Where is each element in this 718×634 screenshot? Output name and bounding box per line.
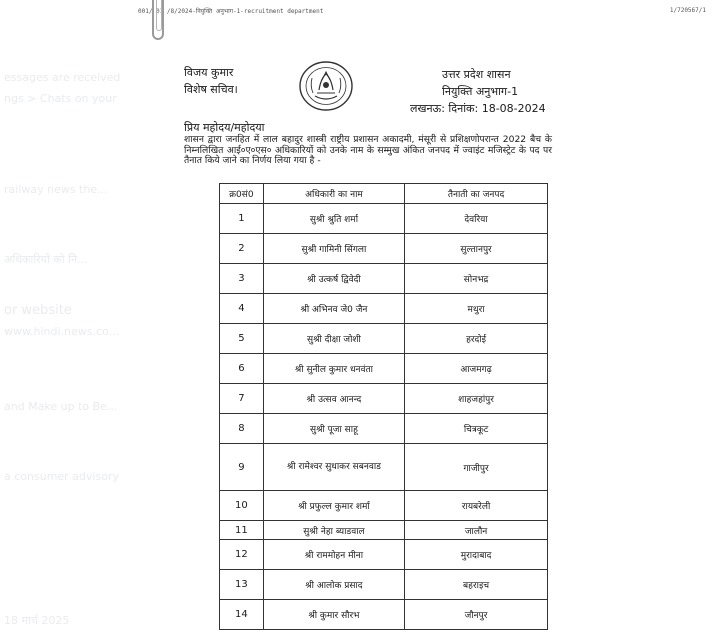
district-cell: आजमगढ़ (405, 354, 548, 384)
serial-cell: 7 (220, 384, 264, 414)
district-cell: बहराइच (405, 570, 548, 600)
serial-cell: 1 (220, 204, 264, 234)
ghost-text: अधिकारियों को नि... (4, 253, 88, 266)
up-government-emblem-icon (297, 60, 355, 112)
ghost-text: 18 मार्च 2025 (4, 614, 70, 627)
header-district: तैनाती का जनपद (405, 184, 548, 204)
serial-cell: 5 (220, 324, 264, 354)
serial-cell: 8 (220, 414, 264, 444)
ghost-text: www.hindi.news.co... (4, 325, 120, 338)
table-row (220, 491, 548, 521)
government-name: उत्तर प्रदेश शासन (442, 68, 511, 81)
table-row (220, 354, 548, 384)
district-cell: हरदोई (405, 324, 548, 354)
paper-clip-icon (152, 0, 164, 40)
officer-name-cell: सुश्री श्रुति शर्मा (263, 204, 404, 234)
serial-cell: 14 (220, 600, 264, 630)
serial-cell: 2 (220, 234, 264, 264)
officer-name-cell: श्री राममोहन मीना (263, 540, 404, 570)
district-cell: जौनपुर (405, 600, 548, 630)
district-cell: जालौन (405, 521, 548, 540)
computer-number: 1/720567/1 (669, 7, 706, 14)
district-cell: सुल्तानपुर (405, 234, 548, 264)
table-row (220, 324, 548, 354)
sender-name: विजय कुमार (184, 66, 234, 79)
header-serial: क्र0सं0 (220, 184, 264, 204)
serial-cell: 10 (220, 491, 264, 521)
letter-date: लखनऊ: दिनांक: 18-08-2024 (410, 102, 546, 115)
ghost-text: and Make up to Be... (4, 400, 118, 413)
officer-name-cell: श्री अभिनव जे0 जैन (263, 294, 404, 324)
officer-name-cell: सुश्री नेहा ब्याडवाल (263, 521, 404, 540)
serial-cell: 3 (220, 264, 264, 294)
officer-posting-table (219, 183, 548, 630)
district-cell: मथुरा (405, 294, 548, 324)
officer-name-cell: सुश्री गामिनी सिंगला (263, 234, 404, 264)
document-header-strip (0, 0, 718, 20)
sender-block (184, 64, 238, 98)
table-row (220, 384, 548, 414)
officer-name-cell: श्री उत्कर्ष द्विवेदी (263, 264, 404, 294)
file-reference-number: 001/ 01 /8/2024-नियुक्ति अनुभाग-1-recruitment department (138, 8, 324, 15)
officer-name-cell: सुश्री दीक्षा जोशी (263, 324, 404, 354)
serial-cell: 4 (220, 294, 264, 324)
ghost-text: a consumer advisory (4, 470, 119, 483)
serial-cell: 9 (220, 444, 264, 491)
table-row (220, 294, 548, 324)
officer-name-cell: श्री रामेश्वर सुधाकर सबनवाड (263, 444, 404, 491)
serial-cell: 11 (220, 521, 264, 540)
ghost-text: essages are received (4, 71, 121, 84)
officer-name-cell: श्री सुनील कुमार धनवंता (263, 354, 404, 384)
table-row (220, 540, 548, 570)
district-cell: शाहजहांपुर (405, 384, 548, 414)
sender-designation: विशेष सचिव। (184, 83, 238, 96)
officer-name-cell: श्री उत्सव आनन्द (263, 384, 404, 414)
district-cell: रायबरेली (405, 491, 548, 521)
district-cell: चित्रकूट (405, 414, 548, 444)
officer-name-cell: श्री आलोक प्रसाद (263, 570, 404, 600)
officer-name-cell: सुश्री पूजा साहू (263, 414, 404, 444)
officer-name-cell: श्री कुमार सौरभ (263, 600, 404, 630)
recipient-header (410, 66, 546, 117)
district-cell: सोनभद्र (405, 264, 548, 294)
table-row (220, 570, 548, 600)
serial-cell: 6 (220, 354, 264, 384)
table-row (220, 600, 548, 630)
table-row (220, 234, 548, 264)
district-cell: मुरादाबाद (405, 540, 548, 570)
table-row (220, 414, 548, 444)
district-cell: गाजीपुर (405, 444, 548, 491)
serial-cell: 12 (220, 540, 264, 570)
section-name: नियुक्ति अनुभाग-1 (442, 85, 519, 98)
officer-name-cell: श्री प्रफुल्ल कुमार शर्मा (263, 491, 404, 521)
table-row (220, 204, 548, 234)
table-header-row (220, 184, 548, 204)
table-row (220, 264, 548, 294)
ghost-text: railway news the... (4, 183, 108, 196)
serial-cell: 13 (220, 570, 264, 600)
ghost-text: ngs > Chats on your (4, 92, 117, 105)
ghost-text: or website (4, 303, 72, 318)
table-row (220, 444, 548, 491)
district-cell: देवरिया (405, 204, 548, 234)
letter-body-paragraph: शासन द्वारा जनहित में लाल बहादुर शास्त्री राष्ट्रीय प्रशासन अकादमी, मंसूरी से प्रशिक्षणोपरान्त 2022 बैच के निम्नलिखित आई०ए०एस० अधिकारियों को उनके नाम के सम्मुख अंकित जनपद में ज्वाइंट मजिस्ट्रेट के पद पर तैनात किये जाने का निर्णय लिया गया है - (184, 134, 552, 166)
salutation: प्रिय महोदय/महोदया (184, 121, 265, 134)
header-officer-name: अधिकारी का नाम (263, 184, 404, 204)
table-row (220, 521, 548, 540)
